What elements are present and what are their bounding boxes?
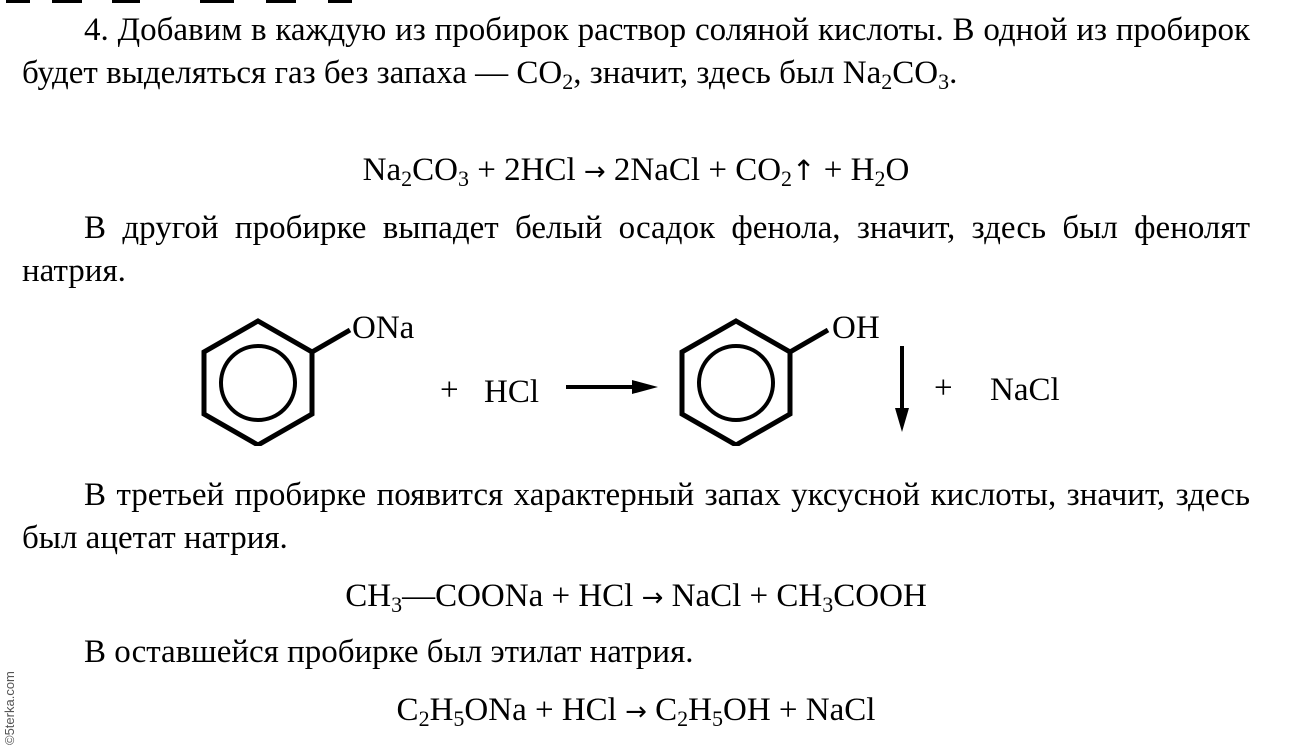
eq3-sub: 2 <box>677 706 689 731</box>
benzene-ring-right-icon <box>682 321 828 445</box>
eq1-part: + H <box>815 152 875 188</box>
eq1-sub: 2 <box>874 166 886 191</box>
equation-sodium-carbonate <box>22 150 1250 192</box>
eq1-sub: 3 <box>458 166 469 191</box>
equation-sodium-acetate <box>22 576 1250 618</box>
eq2-part: NaCl + CH <box>663 578 823 614</box>
na2-subscript: 2 <box>881 69 893 94</box>
eq1-sub: 2 <box>401 166 413 191</box>
paragraph-acetate: В третьей пробирке появится характерный запах уксусной кислоты, значит, здесь был ацетат натрия. <box>22 477 1250 556</box>
co3-subscript: 3 <box>938 69 950 94</box>
eq3-sub: 5 <box>453 706 465 731</box>
para1-end: . <box>949 55 958 91</box>
reaction-arrow-icon <box>566 380 658 394</box>
eq2-part: CH <box>345 578 392 614</box>
eq3-sub: 2 <box>418 706 430 731</box>
gas-arrow-icon: ↑ <box>792 154 816 187</box>
eq3-part: ONa + HCl <box>464 692 626 728</box>
eq2-part: COOH <box>833 578 927 614</box>
eq1-part: + 2HCl <box>469 152 584 188</box>
reaction-arrow-icon: → <box>641 583 664 613</box>
co2-subscript: 2 <box>562 69 574 94</box>
eq2-part: —COONa + HCl <box>402 578 642 614</box>
eq2-sub: 3 <box>391 592 403 617</box>
eq3-part: H <box>429 692 454 728</box>
reaction-arrow-icon: → <box>625 697 647 727</box>
product-nacl: NaCl <box>990 372 1060 408</box>
eq1-part: CO <box>412 152 458 188</box>
eq1-part: Na <box>362 152 402 188</box>
paragraph-ethylate: В оставшейся пробирке был этилат натрия. <box>84 634 694 670</box>
eq3-part: C <box>396 692 419 728</box>
eq1-sub: 2 <box>781 166 793 191</box>
eq1-part: O <box>885 152 910 188</box>
para1-mid: , значит, здесь был Na <box>573 55 882 91</box>
reagent-hcl: HCl <box>484 374 540 410</box>
phenolate-reaction-scheme <box>0 296 1303 446</box>
top-page-strip <box>0 0 1303 4</box>
reaction-arrow-icon: → <box>583 157 606 187</box>
eq3-part: OH + NaCl <box>723 692 876 728</box>
benzene-ring-left-icon <box>204 321 350 445</box>
paragraph-phenolate: В другой пробирке выпадет белый осадок фенола, значит, здесь был фенолят натрия. <box>22 210 1250 289</box>
watermark: ©5terka.com <box>2 671 17 745</box>
plus-sign-2: + <box>934 370 953 406</box>
right-substituent: OH <box>832 310 880 346</box>
equation-sodium-ethylate <box>22 690 1250 732</box>
para1-intro: 4. Добавим в каждую из пробирок раствор соляной кислоты. В одной из пробирок будет выделяться газ без запаха — CO <box>22 12 1250 91</box>
plus-sign-1: + <box>440 372 459 408</box>
eq2-sub: 3 <box>822 592 834 617</box>
left-substituent: ONa <box>352 310 415 346</box>
eq3-part: H <box>688 692 712 728</box>
eq1-part: 2NaCl + CO <box>605 152 782 188</box>
precipitate-arrow-icon <box>895 346 909 432</box>
eq3-part: C <box>646 692 678 728</box>
paragraph-co2 <box>22 9 1250 95</box>
eq3-sub: 5 <box>712 706 723 731</box>
para1-co: CO <box>892 55 939 91</box>
